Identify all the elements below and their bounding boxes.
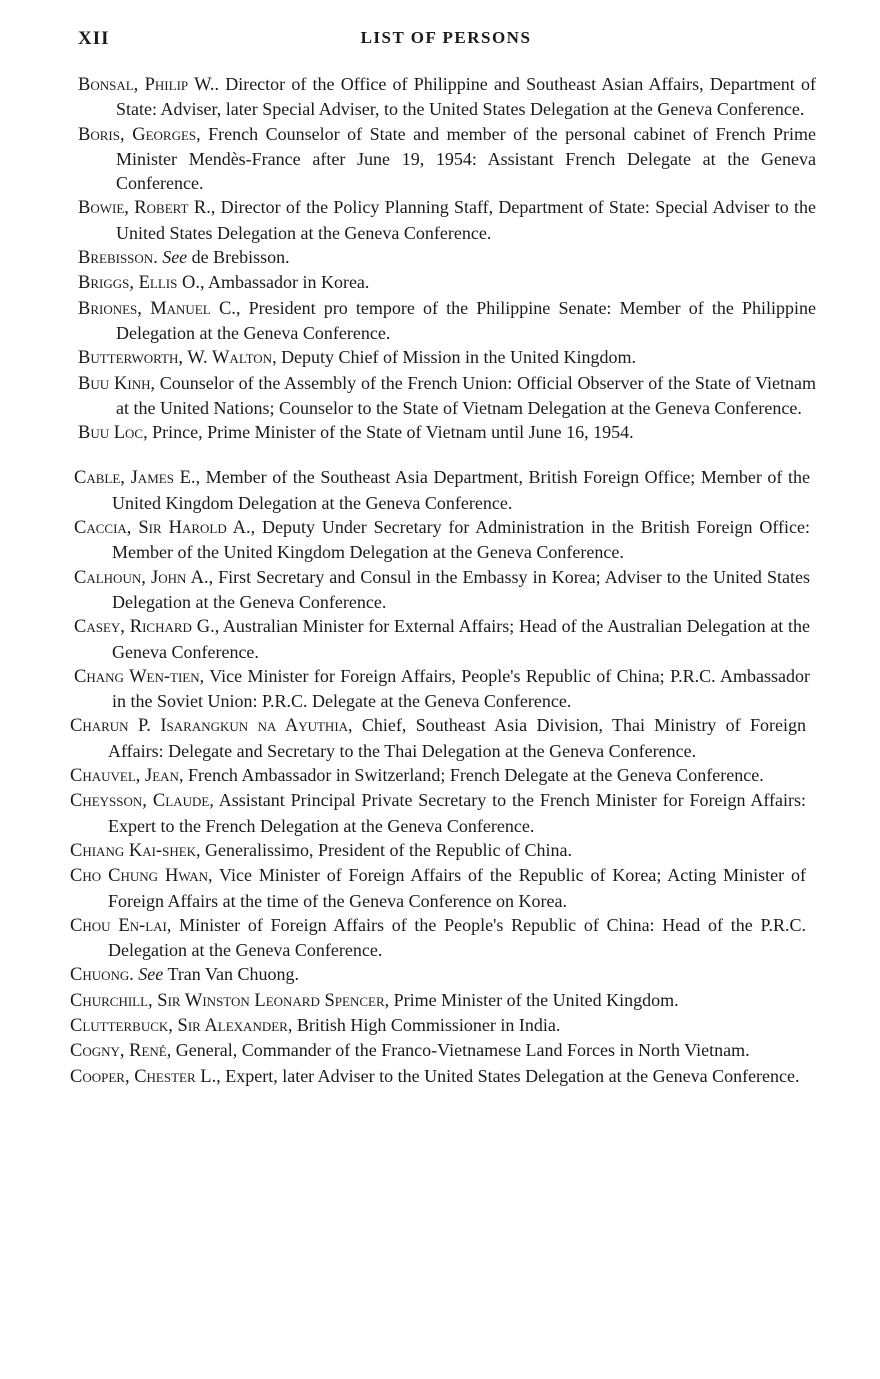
name-separator: , (178, 765, 188, 786)
name-separator: , (196, 839, 206, 860)
person-description: Director of the Policy Planning Staff, Department of State: Special Adviser to the United States Delegation at the Geneva Conference. (116, 197, 816, 243)
person-entry (78, 72, 816, 122)
name-separator: , (384, 989, 394, 1010)
person-entry (78, 420, 816, 445)
person-description: Generalissimo, President of the Republic of China. (205, 839, 572, 860)
person-entry (78, 122, 816, 196)
person-description: Tran Van Chuong. (167, 964, 299, 985)
person-name: Briones, Manuel C. (78, 298, 236, 319)
person-name: Brebisson (78, 248, 154, 269)
page-number: XII (78, 28, 110, 49)
person-description: British High Commissioner in India. (296, 1014, 561, 1035)
name-separator: , (143, 422, 153, 443)
person-name: Chou En-lai (70, 915, 167, 936)
person-entry (70, 962, 806, 987)
name-separator: , (196, 123, 209, 144)
page-header (78, 28, 814, 54)
person-name: Butterworth, W. Walton (78, 348, 273, 369)
person-entry (74, 515, 810, 565)
person-name: Chauvel, Jean (70, 766, 179, 787)
name-separator: , (199, 665, 210, 686)
person-description: Assistant Principal Private Secretary to the French Minister for Foreign Affairs: Expert to the French Delegation at the Geneva Conference. (108, 790, 806, 836)
person-entry (74, 614, 810, 664)
person-entry (70, 1064, 806, 1089)
person-name: Bonsal, Philip W. (78, 75, 215, 95)
name-separator: , (348, 715, 362, 736)
person-description: Minister of Foreign Affairs of the People's Republic of China: Head of the P.R.C. Delegation at the Geneva Conference. (108, 914, 806, 961)
name-separator: . (129, 964, 139, 985)
person-description: French Ambassador in Switzerland; French Delegate at the Geneva Conference. (187, 765, 764, 786)
person-name: Cooper, Chester L. (70, 1066, 217, 1087)
person-name: Churchill, Sir Winston Leonard Spencer (70, 990, 385, 1011)
person-description: Member of the Southeast Asia Department, British Foreign Office; Member of the United Kingdom Delegation at the Geneva Conference. (112, 467, 810, 513)
name-separator: , (235, 297, 249, 318)
running-title: LIST OF PERSONS (360, 28, 532, 47)
name-separator: . (153, 247, 163, 268)
person-entry (70, 838, 806, 863)
person-entry (70, 788, 806, 838)
person-description: President pro tempore of the Philippine Senate: Member of the Philippine Delegation at the Geneva Conference. (116, 297, 817, 343)
name-separator: , (207, 865, 220, 886)
person-description: Prime Minister of the United Kingdom. (393, 989, 679, 1010)
person-entry (78, 270, 816, 295)
person-name: Buu Loc (78, 423, 144, 444)
person-name: Cho Chung Hwan (70, 866, 208, 887)
person-name: Cable, James E. (74, 468, 196, 489)
person-name: Bowie, Robert R. (78, 198, 211, 219)
name-separator: , (250, 517, 262, 538)
person-entry (70, 763, 806, 788)
name-separator: , (208, 566, 219, 587)
person-entry (70, 713, 806, 763)
person-entry (70, 863, 806, 913)
person-description: Deputy Under Secretary for Administration in the British Foreign Office: Member of the United Kingdom Delegation at the Geneva Conference. (112, 517, 810, 563)
person-name: Chiang Kai-shek (70, 840, 197, 861)
see-reference: See (138, 964, 164, 985)
person-description: Expert, later Adviser to the United States Delegation at the Geneva Conference. (225, 1065, 800, 1086)
person-entry (70, 1013, 806, 1038)
person-description: de Brebisson. (191, 247, 290, 268)
person-description: Vice Minister for Foreign Affairs, People's Republic of China; P.R.C. Ambassador in the Soviet Union: P.R.C. Delegate at the Geneva Conference. (112, 665, 810, 712)
person-entry (78, 371, 816, 421)
name-separator: , (272, 347, 282, 368)
person-description: Vice Minister of Foreign Affairs of the Republic of Korea; Acting Minister of Foreign Affairs at the time of the Geneva Conference on Korea. (108, 865, 807, 911)
person-name: Clutterbuck, Sir Alexander (70, 1015, 288, 1036)
person-entry (78, 345, 816, 370)
name-separator: , (166, 1040, 176, 1061)
name-separator: , (150, 372, 160, 393)
person-name: Briggs, Ellis O. (78, 273, 200, 294)
person-description: Australian Minister for External Affairs; Head of the Australian Delegation at the Geneva Conference. (112, 616, 810, 662)
name-separator: , (195, 467, 206, 488)
person-description: First Secretary and Consul in the Embassy in Korea; Adviser to the United States Delegation at the Geneva Conference. (112, 566, 810, 612)
person-description: Director of the Office of Philippine and Southeast Asian Affairs, Department of State: Adviser, later Special Adviser, to the United States Delegation at the Geneva Conference. (116, 74, 816, 120)
person-entry (70, 913, 806, 963)
person-entry (78, 195, 816, 245)
name-separator: , (214, 616, 223, 637)
section-c-names-part-2 (0, 713, 880, 1088)
person-description: French Counselor of State and member of the personal cabinet of French Prime Minister Mendès-France after June 19, 1954: Assistant French Delegate at the Geneva Conference. (116, 123, 817, 194)
person-description: General, Commander of the Franco-Vietnamese Land Forces in North Vietnam. (175, 1040, 750, 1061)
person-name: Boris, Georges (78, 124, 197, 145)
see-reference: See (162, 247, 188, 268)
section-b-names (0, 72, 880, 445)
person-description: Deputy Chief of Mission in the United Kingdom. (281, 347, 637, 368)
person-entry (78, 296, 816, 346)
person-entry (78, 245, 816, 270)
name-separator: , (216, 1065, 226, 1086)
name-separator: , (166, 914, 180, 935)
person-name: Charun P. Isarangkun na Ayuthia (70, 716, 349, 737)
name-separator: , (210, 197, 221, 218)
section-c-names-part-1 (0, 465, 880, 713)
person-entry (74, 664, 810, 714)
name-separator: , (209, 790, 219, 811)
person-name: Buu Kinh (78, 373, 151, 394)
name-separator: . (214, 74, 226, 94)
person-name: Casey, Richard G. (74, 617, 215, 638)
person-name: Cogny, René (70, 1041, 167, 1062)
person-entry (70, 1038, 806, 1063)
persons-list (0, 72, 880, 1089)
person-name: Chang Wen-tien (74, 666, 200, 687)
person-name: Caccia, Sir Harold A. (74, 518, 251, 539)
person-name: Chuong (70, 965, 130, 986)
person-entry (74, 565, 810, 615)
person-description: Chief, Southeast Asia Division, Thai Ministry of Foreign Affairs: Delegate and Secretary to the Thai Delegation at the Geneva Conference. (108, 715, 806, 761)
name-separator: , (199, 272, 208, 293)
name-separator: , (287, 1014, 297, 1035)
person-name: Calhoun, John A. (74, 567, 209, 588)
person-entry (74, 465, 810, 515)
person-description: Ambassador in Korea. (207, 272, 370, 293)
person-description: Prince, Prime Minister of the State of Vietnam until June 16, 1954. (152, 422, 634, 443)
person-description: Counselor of the Assembly of the French Union: Official Observer of the State of Vietnam at the United Nations; Counselor to the State of Vietnam Delegation at the Geneva Conference. (116, 372, 816, 418)
person-name: Cheysson, Claude (70, 791, 210, 812)
person-entry (70, 988, 806, 1013)
